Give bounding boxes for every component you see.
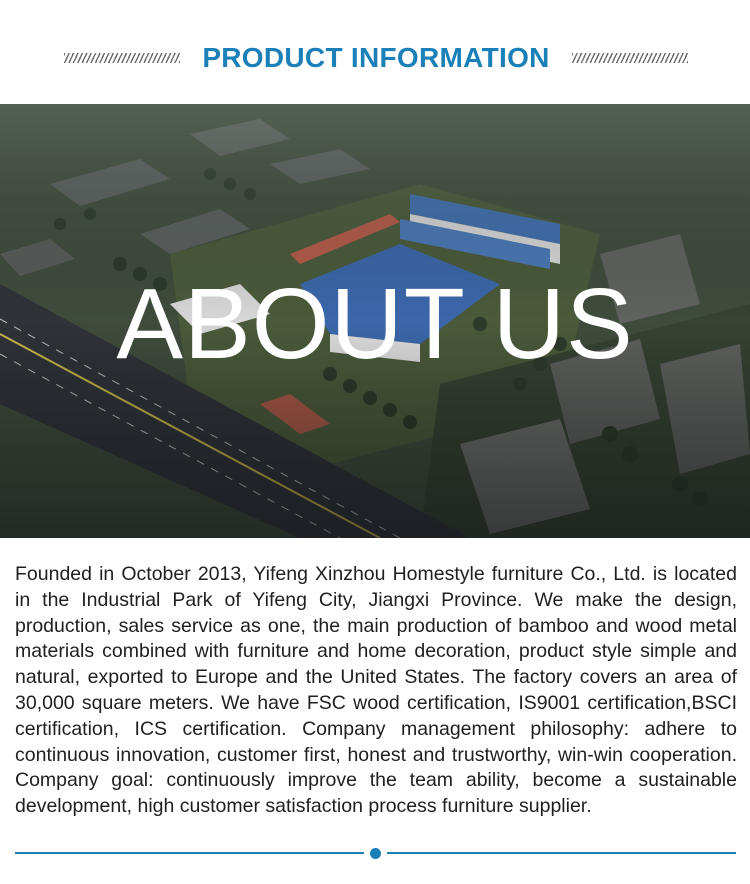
decorative-hatch-right xyxy=(572,53,688,63)
divider-dot xyxy=(370,848,381,859)
section-title: PRODUCT INFORMATION xyxy=(202,42,550,73)
section-header xyxy=(0,0,750,104)
decorative-hatch-left xyxy=(64,53,180,63)
company-description: Founded in October 2013, Yifeng Xinzhou Homestyle furniture Co., Ltd. is located in the Industrial Park of Yifeng City, Jiangxi Province. We make the design, production, sales service as one, the main production of bamboo and wood metal materials combined with furniture and home decoration, product style simple and natural, exported to Europe and the United States. The factory covers an area of 30,000 square meters. We have FSC wood certification, IS9001 certification,BSCI certification, ICS certification. Company management philosophy: adhere to continuous innovation, customer first, honest and trustworthy, win-win cooperation. Company goal: continuously improve the team ability, become a sustainable development, high customer satisfaction process furniture supplier. xyxy=(15,563,737,818)
hero-title: ABOUT US xyxy=(116,268,634,380)
factory-aerial-banner xyxy=(0,104,750,538)
divider-line-right xyxy=(387,852,736,854)
divider-line-left xyxy=(15,852,364,854)
